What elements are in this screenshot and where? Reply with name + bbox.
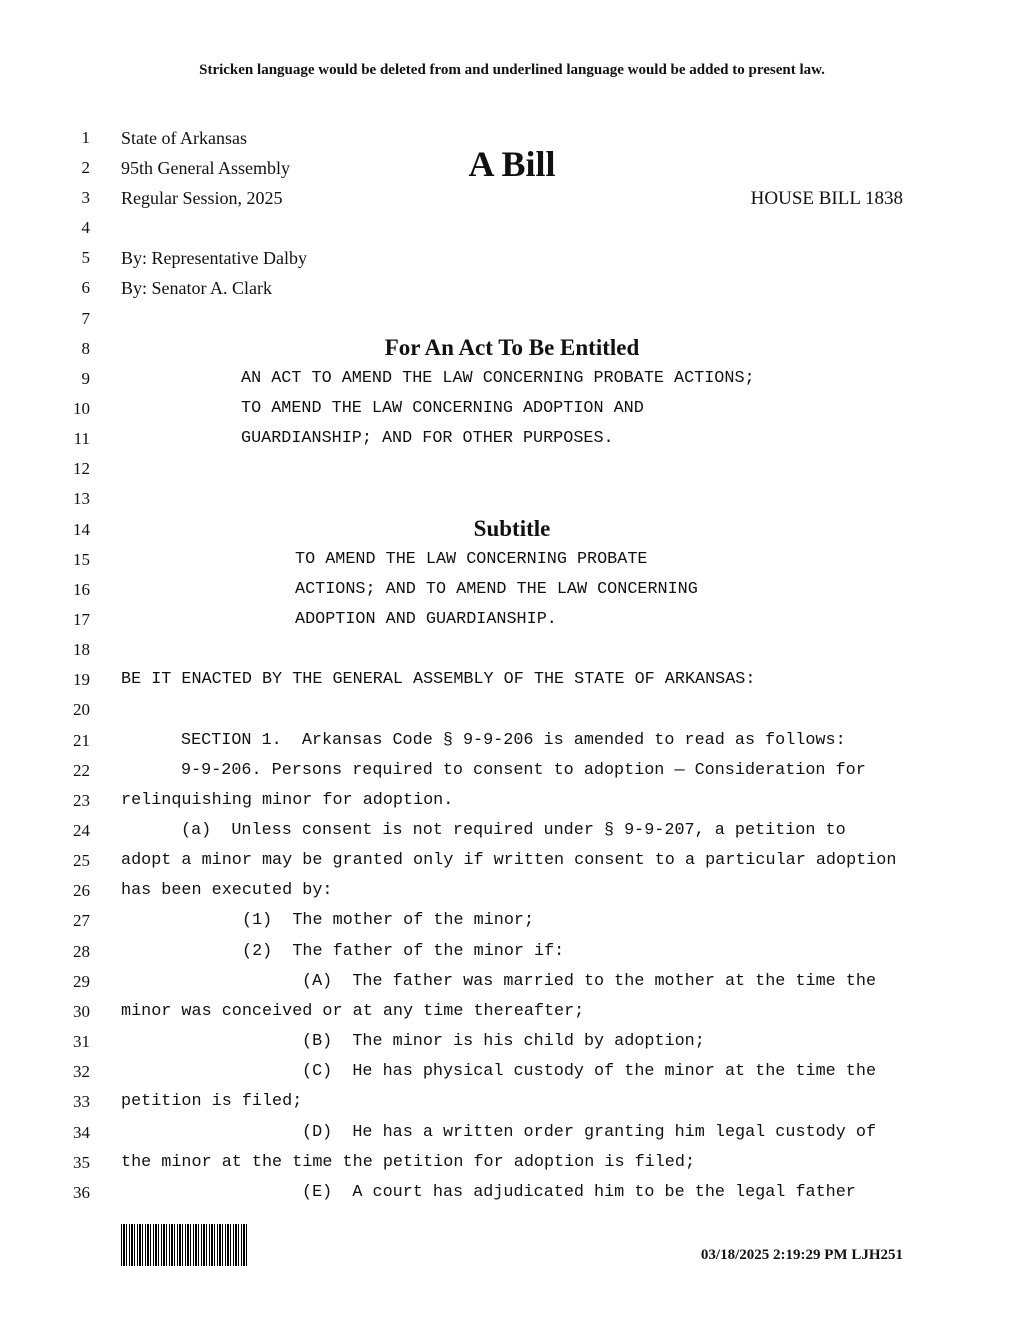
line-number: 28 xyxy=(73,942,90,961)
body-line: has been executed by: xyxy=(121,881,333,900)
line-number: 33 xyxy=(73,1092,90,1111)
line-number: 21 xyxy=(73,731,90,750)
body-line: (A) The father was married to the mother at the time the xyxy=(302,972,877,991)
line-number: 5 xyxy=(81,248,90,267)
line-number: 32 xyxy=(73,1062,90,1081)
session: Regular Session, 2025 xyxy=(121,188,283,208)
line-number: 22 xyxy=(73,761,90,780)
body-line: (2) The father of the minor if: xyxy=(242,942,565,961)
line-number: 20 xyxy=(73,700,90,719)
line-number: 19 xyxy=(73,670,90,689)
line-number: 9 xyxy=(81,369,90,388)
body-line: 9-9-206. Persons required to consent to adoption — Consideration for xyxy=(181,761,866,780)
body-line: adopt a minor may be granted only if written consent to a particular adoption xyxy=(121,851,897,870)
body-line: petition is filed; xyxy=(121,1092,303,1111)
body-line: (D) He has a written order granting him legal custody of xyxy=(302,1123,877,1142)
body-line: the minor at the time the petition for adoption is filed; xyxy=(121,1153,696,1172)
line-number: 12 xyxy=(73,459,90,478)
line-number: 15 xyxy=(73,550,90,569)
line-number: 36 xyxy=(73,1183,90,1202)
line-number: 16 xyxy=(73,580,90,599)
line-number: 23 xyxy=(73,791,90,810)
subtitle-line: ACTIONS; AND TO AMEND THE LAW CONCERNING xyxy=(295,580,698,599)
sponsor-house: By: Representative Dalby xyxy=(121,248,307,268)
enacting-clause: BE IT ENACTED BY THE GENERAL ASSEMBLY OF THE STATE OF ARKANSAS: xyxy=(121,670,756,689)
line-number: 25 xyxy=(73,851,90,870)
act-title-line: AN ACT TO AMEND THE LAW CONCERNING PROBATE ACTIONS; xyxy=(241,369,755,388)
barcode-icon xyxy=(121,1224,249,1266)
strike-notice: Stricken language would be deleted from and underlined language would be added to present law. xyxy=(199,62,825,78)
subtitle-heading: Subtitle xyxy=(473,516,551,541)
act-title-line: TO AMEND THE LAW CONCERNING ADOPTION AND xyxy=(241,399,644,418)
line-number: 13 xyxy=(73,489,90,508)
bill-number: HOUSE BILL 1838 xyxy=(750,188,903,209)
line-number: 29 xyxy=(73,972,90,991)
body-line: minor was conceived or at any time thereafter; xyxy=(121,1002,585,1021)
sponsor-senate: By: Senator A. Clark xyxy=(121,278,272,298)
line-number: 10 xyxy=(73,399,90,418)
line-number: 34 xyxy=(73,1123,90,1142)
line-number: 3 xyxy=(81,188,90,207)
line-number: 24 xyxy=(73,821,90,840)
state-name: State of Arkansas xyxy=(121,128,247,148)
line-number: 11 xyxy=(73,429,90,448)
line-number: 14 xyxy=(73,520,90,539)
body-line: (a) Unless consent is not required under § 9-9-207, a petition to xyxy=(181,821,846,840)
line-number: 17 xyxy=(73,610,90,629)
act-heading: For An Act To Be Entitled xyxy=(384,335,640,360)
line-number: 7 xyxy=(81,309,90,328)
line-number: 30 xyxy=(73,1002,90,1021)
line-number: 1 xyxy=(81,128,90,147)
act-title-line: GUARDIANSHIP; AND FOR OTHER PURPOSES. xyxy=(241,429,614,448)
general-assembly: 95th General Assembly xyxy=(121,158,290,178)
body-line: relinquishing minor for adoption. xyxy=(121,791,454,810)
line-number: 18 xyxy=(73,640,90,659)
document-title: A Bill xyxy=(468,144,556,184)
body-line: SECTION 1. Arkansas Code § 9-9-206 is amended to read as follows: xyxy=(181,731,846,750)
line-number: 27 xyxy=(73,911,90,930)
line-number: 2 xyxy=(81,158,90,177)
subtitle-line: TO AMEND THE LAW CONCERNING PROBATE xyxy=(295,550,648,569)
body-line: (1) The mother of the minor; xyxy=(242,911,535,930)
line-number: 26 xyxy=(73,881,90,900)
line-number: 31 xyxy=(73,1032,90,1051)
subtitle-line: ADOPTION AND GUARDIANSHIP. xyxy=(295,610,557,629)
line-number: 4 xyxy=(81,218,90,237)
body-line: (B) The minor is his child by adoption; xyxy=(302,1032,705,1051)
line-number: 8 xyxy=(81,339,90,358)
body-line: (E) A court has adjudicated him to be the legal father xyxy=(302,1183,856,1202)
footer-timestamp: 03/18/2025 2:19:29 PM LJH251 xyxy=(700,1247,903,1263)
body-line: (C) He has physical custody of the minor at the time the xyxy=(302,1062,877,1081)
line-number: 35 xyxy=(73,1153,90,1172)
line-number: 6 xyxy=(81,278,90,297)
